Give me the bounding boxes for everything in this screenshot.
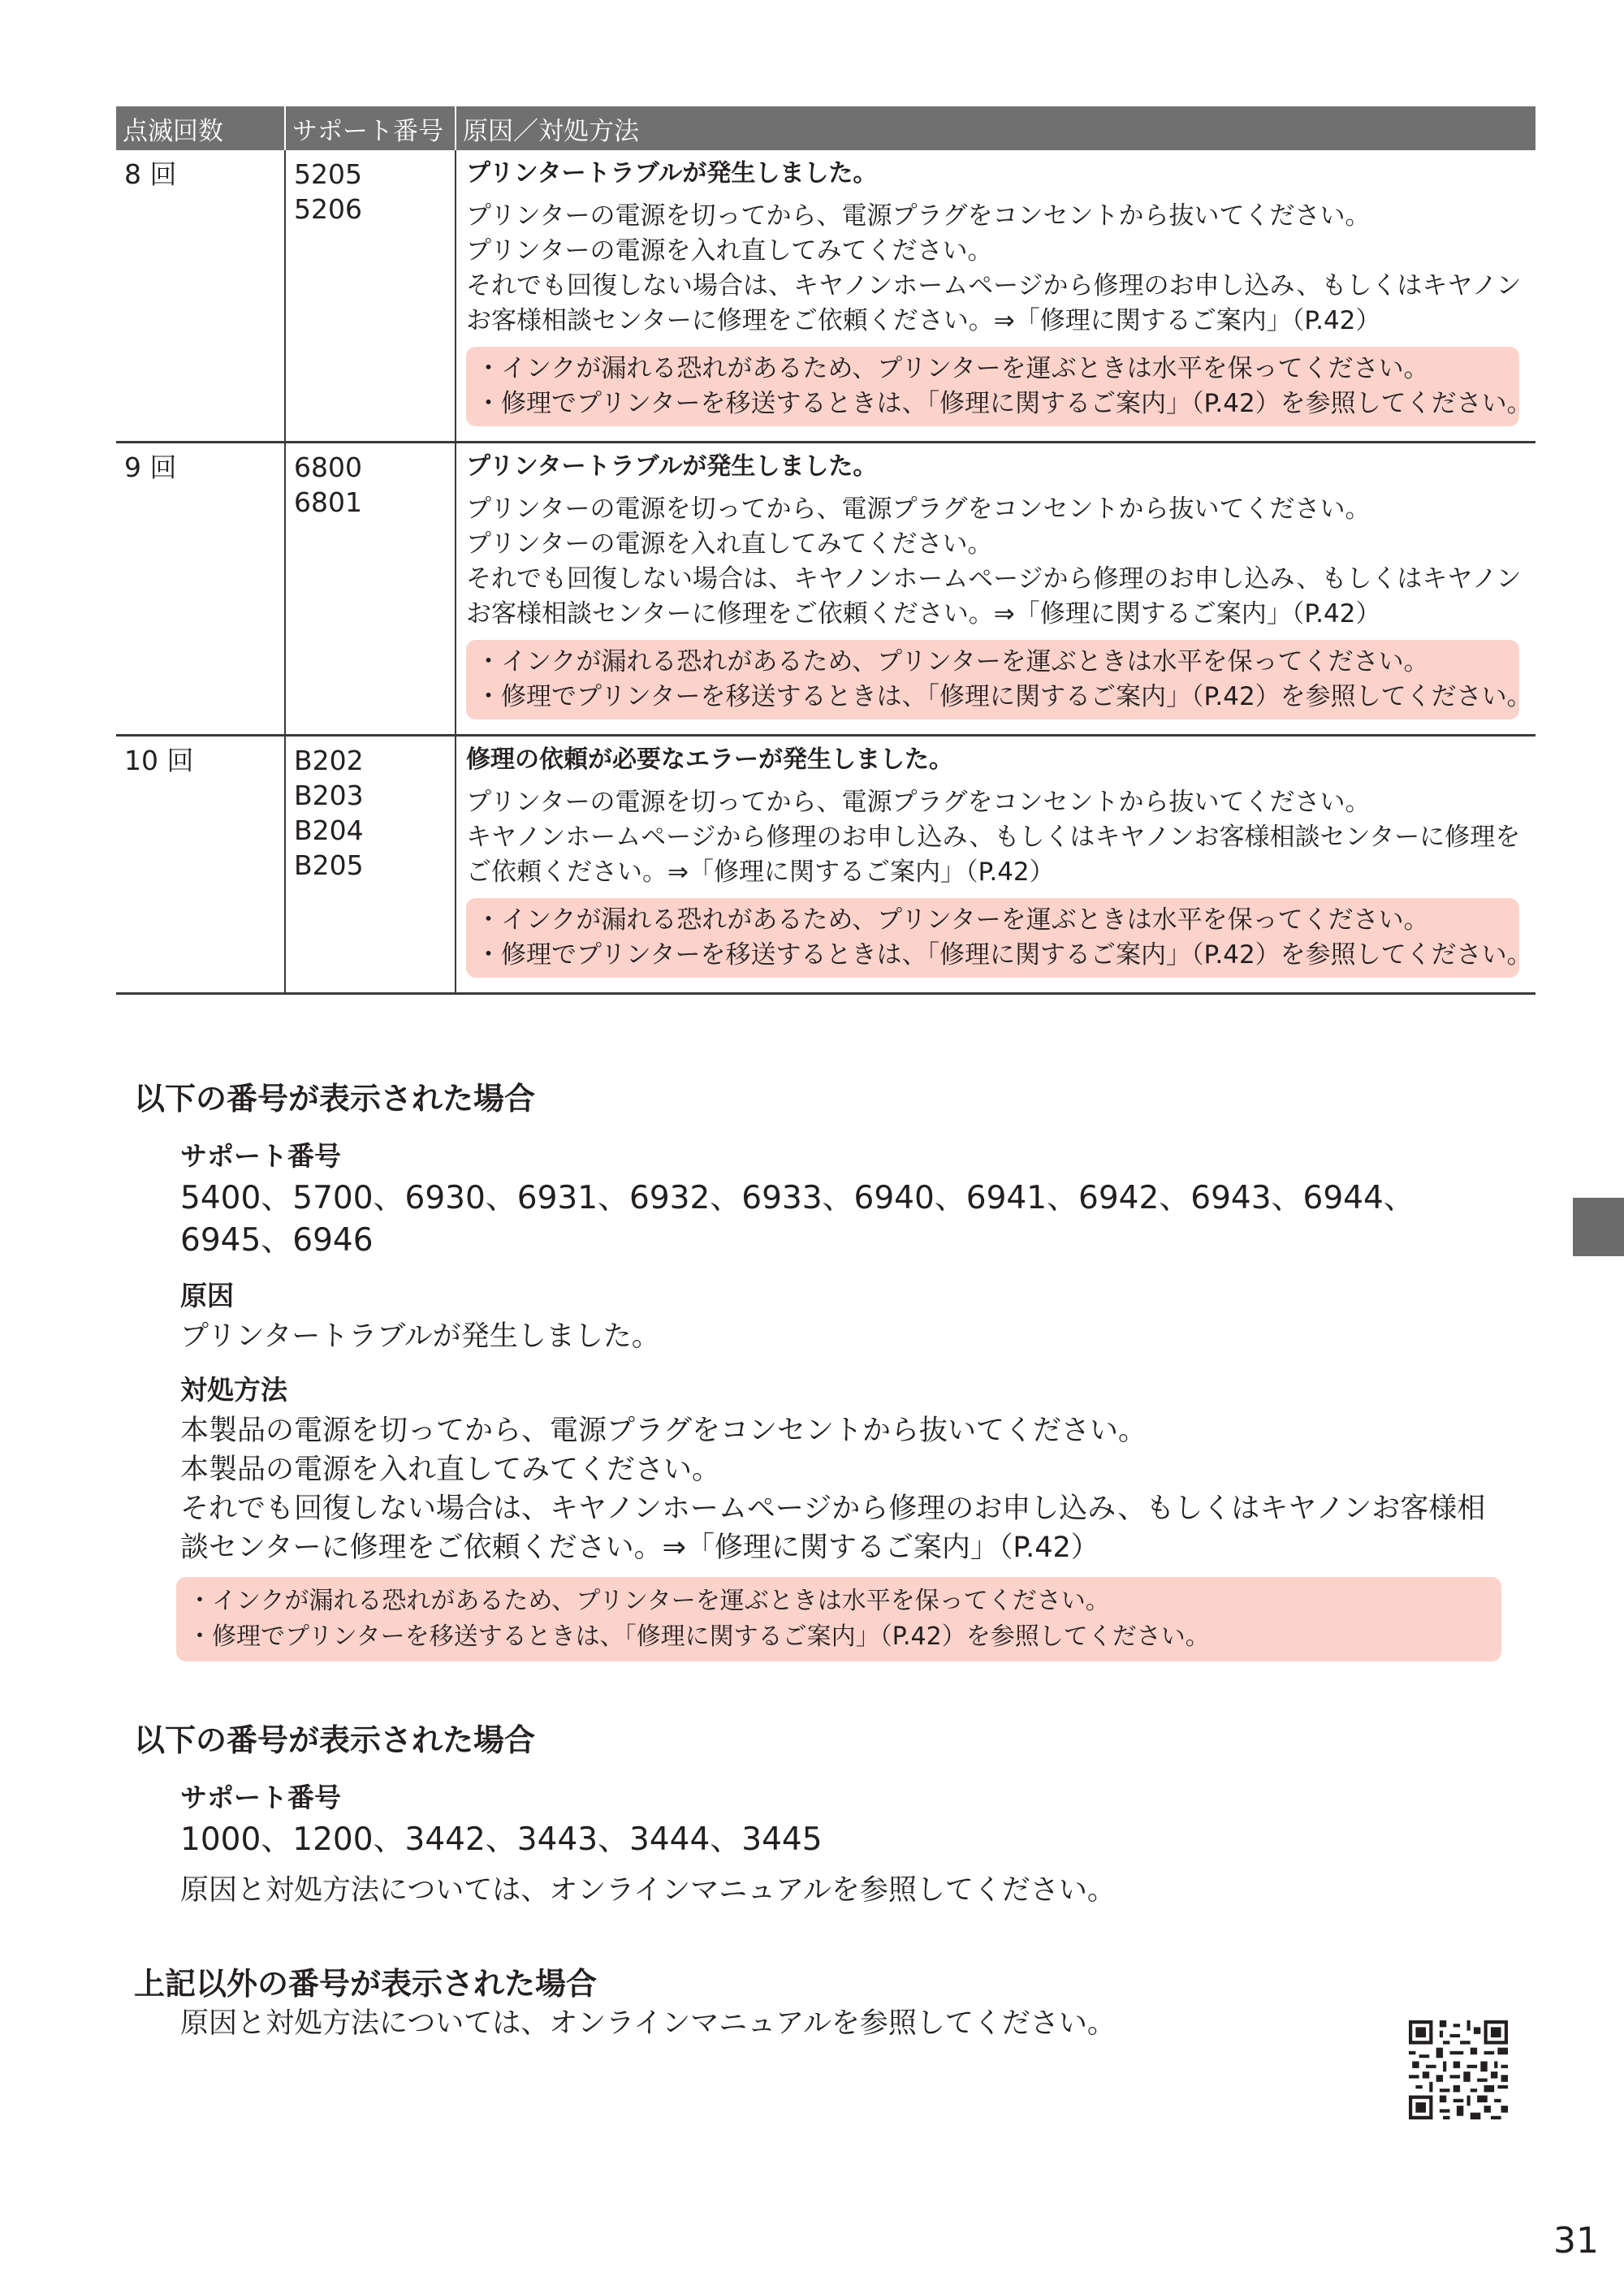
chapter-tab <box>1573 1198 1624 1256</box>
support-code-cell <box>285 150 456 443</box>
description-cell <box>456 150 1535 443</box>
blink-count-cell: 10 回 <box>116 736 285 994</box>
description-line: お客様相談センターに修理をご依頼ください。⇒「修理に関するご案内」（P.42） <box>466 599 1381 629</box>
cause-label: 原因 <box>180 1280 234 1311</box>
support-code: 6801 <box>294 486 362 518</box>
support-code-cell <box>285 736 456 994</box>
support-code: B205 <box>294 849 364 881</box>
support-code: 6800 <box>294 451 362 483</box>
description-line: お客様相談センターに修理をご依頼ください。⇒「修理に関するご案内」（P.42） <box>466 306 1381 335</box>
description-line: それでも回復しない場合は、キヤノンホームページから修理のお申し込み、もしくはキヤノン <box>466 564 1522 594</box>
header-blink-count: 点滅回数 <box>116 106 285 150</box>
blink-count-cell: 8 回 <box>116 150 285 443</box>
caution-note <box>176 1577 1501 1661</box>
table-row <box>116 150 1535 443</box>
action-label: 対処方法 <box>180 1374 287 1406</box>
description-cell <box>456 736 1535 994</box>
description-line: それでも回復しない場合は、キヤノンホームページから修理のお申し込み、もしくはキヤノン <box>466 271 1522 300</box>
error-table <box>116 106 1535 995</box>
support-number-list: 6945、6946 <box>180 1222 374 1259</box>
caution-note <box>466 640 1532 719</box>
description-line: プリンターの電源を切ってから、電源プラグをコンセントから抜いてください。 <box>466 201 1371 231</box>
note-line: ・インクが漏れる恐れがあるため、プリンターを運ぶときは水平を保ってください。 <box>476 905 1429 935</box>
blink-count-cell: 9 回 <box>116 443 285 736</box>
description-line: プリンターの電源を切ってから、電源プラグをコンセントから抜いてください。 <box>466 788 1371 817</box>
support-number-list: 1000、1200、3442、3443、3444、3445 <box>180 1821 823 1858</box>
description-line: プリンターの電源を入れ直してみてください。 <box>466 236 993 266</box>
support-number-list: 5400、5700、6930、6931、6932、6933、6940、6941、6942、6943、6944、 <box>180 1180 1415 1216</box>
error-title: プリンタートラブルが発生しました。 <box>466 159 878 188</box>
description-line: プリンターの電源を切ってから、電源プラグをコンセントから抜いてください。 <box>466 495 1371 524</box>
support-code: B203 <box>294 780 364 811</box>
qr-code <box>1409 2020 1508 2119</box>
caution-note <box>466 898 1532 978</box>
action-line: 本製品の電源を入れ直してみてください。 <box>180 1454 721 1486</box>
note-line: ・インクが漏れる恐れがあるため、プリンターを運ぶときは水平を保ってください。 <box>476 647 1429 676</box>
support-code: 5206 <box>294 193 362 225</box>
section-heading: 以下の番号が表示された場合 <box>134 1722 536 1758</box>
page-number: 31 <box>1553 2220 1599 2262</box>
action-line: 談センターに修理をご依頼ください。⇒「修理に関するご案内」（P.42） <box>180 1531 1099 1564</box>
header-cause-action: 原因／対処方法 <box>456 106 1535 150</box>
action-line: 本製品の電源を切ってから、電源プラグをコンセントから抜いてください。 <box>180 1415 1147 1447</box>
section-heading: 以下の番号が表示された場合 <box>134 1081 536 1117</box>
support-number-label: サポート番号 <box>180 1140 341 1172</box>
online-manual-text: 原因と対処方法については、オンラインマニュアルを参照してください。 <box>180 1874 1116 1907</box>
section-other-numbers <box>134 1964 1514 2043</box>
section-numbers-displayed-2 <box>134 1720 1514 1910</box>
support-number-label: サポート番号 <box>180 1782 341 1813</box>
header-support-number: サポート番号 <box>285 106 456 150</box>
error-title: プリンタートラブルが発生しました。 <box>466 452 878 481</box>
note-line: ・修理でプリンターを移送するときは、「修理に関するご案内」（P.42）を参照してください。 <box>188 1622 1210 1651</box>
support-code: B202 <box>294 745 364 776</box>
note-line: ・インクが漏れる恐れがあるため、プリンターを運ぶときは水平を保ってください。 <box>476 354 1429 383</box>
table-header-row <box>116 106 1535 150</box>
description-cell <box>456 443 1535 736</box>
note-line: ・修理でプリンターを移送するときは、「修理に関するご案内」（P.42）を参照してください。 <box>476 682 1532 711</box>
cause-text: プリンタートラブルが発生しました。 <box>180 1320 660 1353</box>
caution-note <box>466 347 1532 426</box>
table-row <box>116 443 1535 736</box>
online-manual-text: 原因と対処方法については、オンラインマニュアルを参照してください。 <box>180 2007 1116 2040</box>
note-line: ・インクが漏れる恐れがあるため、プリンターを運ぶときは水平を保ってください。 <box>188 1587 1110 1615</box>
description-line: ご依頼ください。⇒「修理に関するご案内」（P.42） <box>466 858 1055 887</box>
support-code: 5205 <box>294 158 362 190</box>
section-heading: 上記以外の番号が表示された場合 <box>134 1966 598 2002</box>
action-line: それでも回復しない場合は、キヤノンホームページから修理のお申し込み、もしくはキヤノンお客様相 <box>180 1493 1486 1525</box>
section-numbers-displayed <box>134 1078 1514 1661</box>
description-line: キヤノンホームページから修理のお申し込み、もしくはキヤノンお客様相談センターに修理を <box>466 823 1521 852</box>
note-line: ・修理でプリンターを移送するときは、「修理に関するご案内」（P.42）を参照してください。 <box>476 389 1532 418</box>
description-line: プリンターの電源を入れ直してみてください。 <box>466 529 993 559</box>
table-row <box>116 736 1535 994</box>
support-code-cell <box>285 443 456 736</box>
note-line: ・修理でプリンターを移送するときは、「修理に関するご案内」（P.42）を参照してください。 <box>476 940 1532 970</box>
error-title: 修理の依頼が必要なエラーが発生しました。 <box>466 745 953 774</box>
support-code: B204 <box>294 814 364 846</box>
